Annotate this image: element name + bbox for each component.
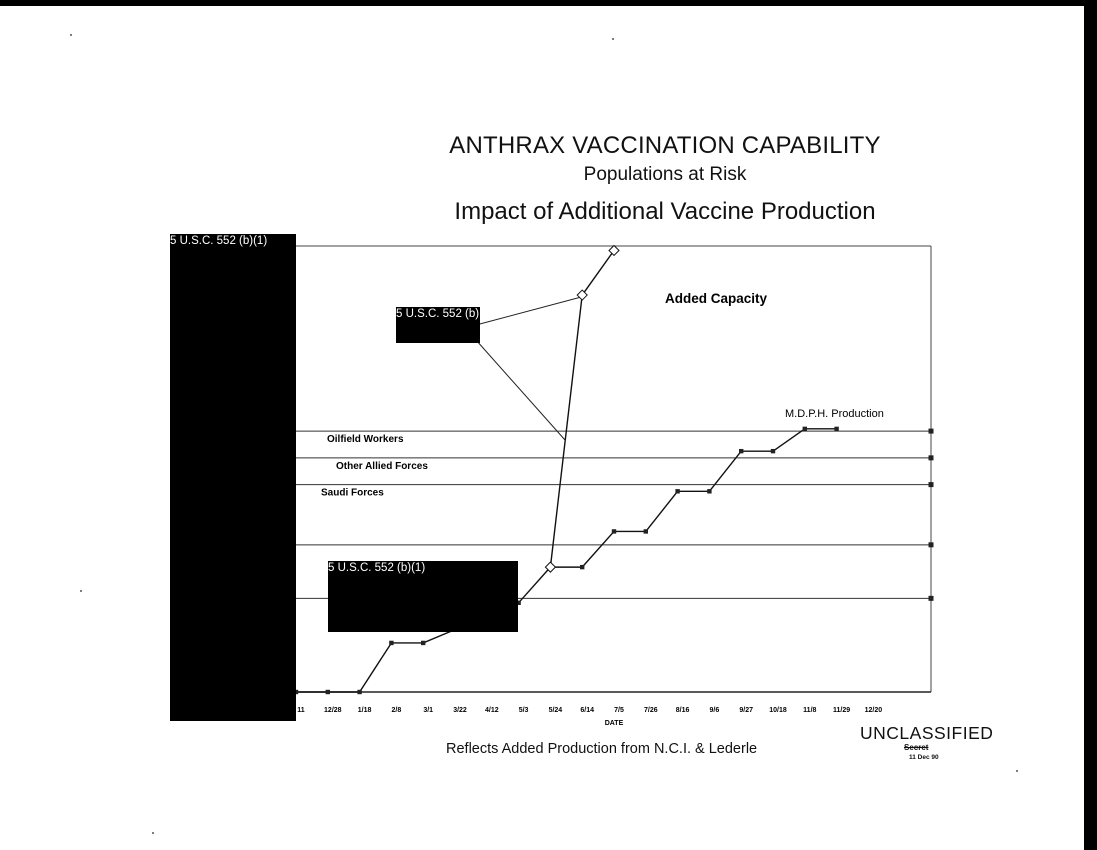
footnote: Reflects Added Production from N.C.I. & Lederle	[446, 741, 758, 757]
callout-lines	[476, 296, 585, 440]
reference-line-label: Other Allied Forces	[336, 460, 428, 472]
reference-line-marker	[929, 596, 934, 601]
x-tick-label: 10/18	[769, 707, 787, 714]
x-tick-label: 7/5	[614, 707, 624, 714]
reference-line-marker	[929, 482, 934, 487]
callout-line-upper	[476, 296, 585, 325]
data-point-diamond	[609, 245, 619, 255]
data-point	[357, 690, 361, 694]
data-point	[421, 641, 425, 645]
scan-speck	[70, 34, 72, 36]
scan-speck	[612, 38, 614, 40]
x-tick-label: 5/3	[518, 707, 529, 714]
data-point	[707, 489, 711, 493]
chart-subtitle-2: Impact of Additional Vaccine Production	[454, 198, 876, 225]
x-tick-label: 12/28	[324, 707, 342, 714]
data-point	[326, 690, 330, 694]
data-point	[612, 529, 616, 533]
data-point	[389, 641, 393, 645]
x-tick-label: 11/8	[803, 707, 817, 714]
x-axis-label: DATE	[604, 720, 624, 727]
redaction-box-left	[170, 234, 296, 721]
scan-speck	[152, 832, 154, 834]
x-tick-label: 2/8	[391, 707, 402, 714]
redaction-box-middle	[396, 307, 480, 343]
x-tick-label: 8/16	[675, 707, 690, 714]
redaction-label-lower: 5 U.S.C. 552 (b)(1)	[328, 562, 426, 574]
data-point	[675, 489, 679, 493]
x-tick-label: 9/27	[739, 707, 754, 714]
x-tick-label: 11	[297, 707, 305, 714]
redaction-label-middle: 5 U.S.C. 552 (b)	[396, 308, 480, 320]
x-tick-label: 11/29	[833, 707, 851, 714]
data-point	[739, 449, 743, 453]
reference-line-marker	[929, 429, 934, 434]
document-date: 11 Dec 90	[909, 754, 939, 761]
classification-marking: UNCLASSIFIED	[860, 723, 994, 743]
x-tick-label: 5/24	[548, 707, 563, 714]
x-tick-label: 6/14	[580, 707, 595, 714]
reference-line-label: Saudi Forces	[321, 487, 384, 499]
added-capacity-annotation: Added Capacity	[665, 291, 768, 306]
struck-classification: Secret	[904, 743, 929, 752]
x-tick-labels	[297, 707, 882, 714]
x-tick-label: 3/1	[423, 707, 434, 714]
redaction-box-lower	[328, 561, 518, 632]
x-tick-label: 7/26	[643, 707, 658, 714]
reference-line-marker	[929, 542, 934, 547]
data-point-diamond	[577, 290, 587, 300]
data-point	[580, 565, 584, 569]
chart-title: ANTHRAX VACCINATION CAPABILITY	[449, 132, 881, 159]
scan-speck	[80, 590, 82, 592]
data-point	[771, 449, 775, 453]
data-point	[644, 529, 648, 533]
x-tick-label: 9/6	[709, 707, 720, 714]
x-tick-label: 4/12	[484, 707, 499, 714]
redaction-label-left: 5 U.S.C. 552 (b)(1)	[170, 235, 268, 247]
x-tick-label: 3/22	[453, 707, 467, 714]
x-tick-label: 1/18	[357, 707, 372, 714]
reference-line-marker	[929, 455, 934, 460]
scan-speck	[1016, 770, 1018, 772]
data-point	[803, 427, 807, 431]
data-point	[834, 427, 838, 431]
x-tick-label: 12/20	[864, 707, 883, 714]
mdph-production-annotation: M.D.P.H. Production	[785, 408, 884, 420]
reference-line-label: Oilfield Workers	[327, 434, 404, 446]
callout-line-lower	[476, 340, 565, 440]
chart-subtitle: Populations at Risk	[583, 164, 747, 185]
